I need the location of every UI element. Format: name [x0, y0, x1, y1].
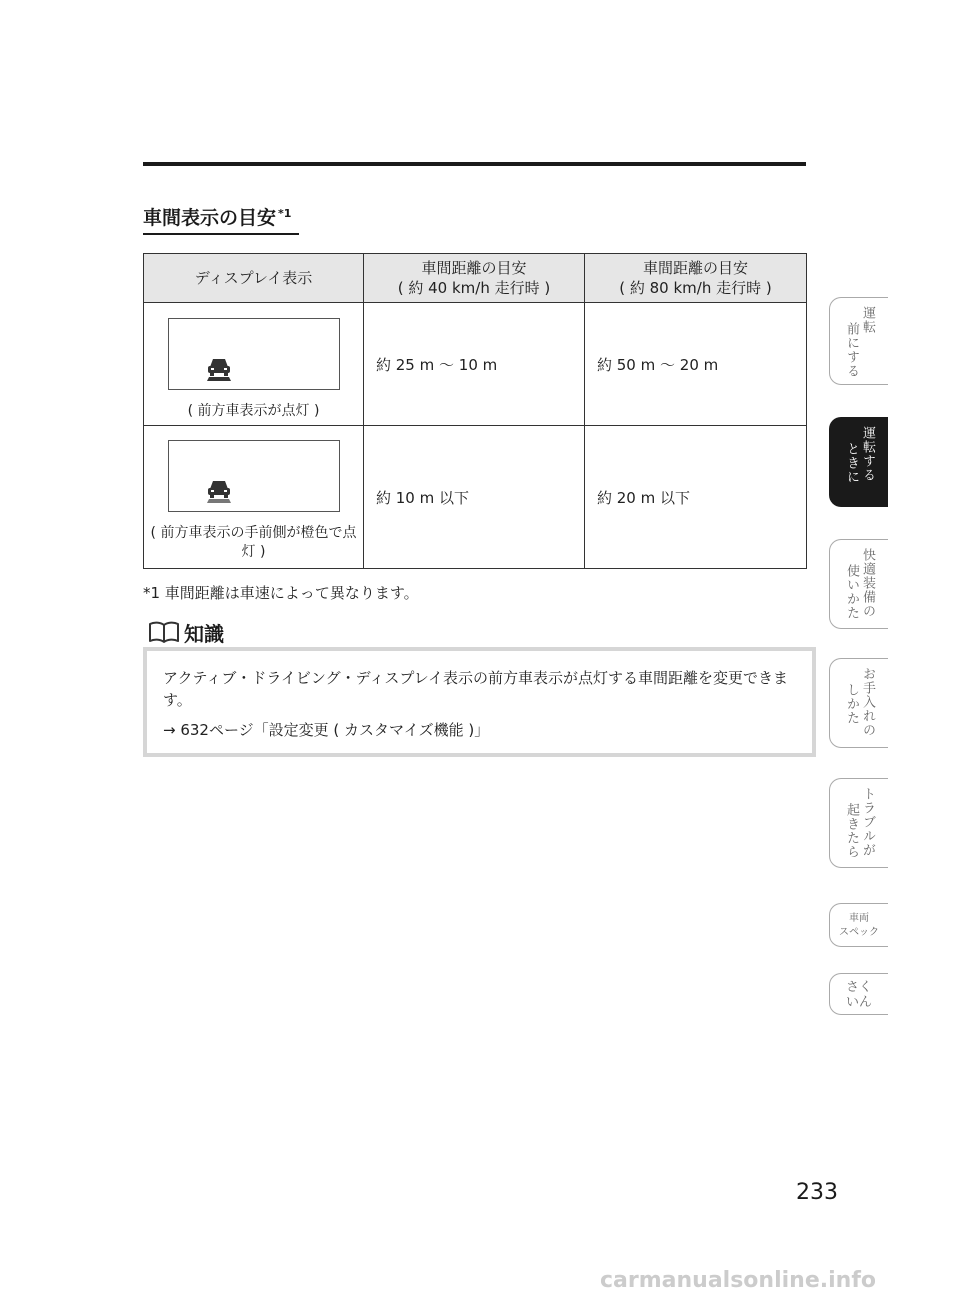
top-rule: [143, 162, 806, 166]
distance-table: [143, 253, 807, 569]
book-icon: [148, 620, 180, 644]
section-title-text: 車間表示の目安: [143, 207, 277, 229]
table-row: [144, 426, 807, 569]
page-reference-link[interactable]: → 632ページ「設定変更 ( カスタマイズ機能 )」: [163, 721, 490, 739]
table-row: [144, 303, 807, 426]
table-header-row: [144, 254, 807, 303]
tab-troubleshooting[interactable]: トラブルが 起きたら: [829, 778, 888, 868]
tab-index[interactable]: さく いん: [829, 973, 888, 1015]
distance-40-cell: 約 25 m 〜 10 m: [364, 303, 585, 426]
page-number: 233: [796, 1180, 838, 1205]
footnote-marker: *1: [278, 207, 292, 220]
header-distance-40: 車間距離の目安 ( 約 40 km/h 走行時 ): [364, 254, 585, 303]
display-cell: [144, 426, 364, 569]
distance-80-cell: 約 50 m 〜 20 m: [585, 303, 807, 426]
display-screen: [168, 318, 340, 390]
display-caption: ( 前方車表示の手前側が橙色で点灯 ): [150, 525, 357, 560]
header-distance-80: 車間距離の目安 ( 約 80 km/h 走行時 ): [585, 254, 807, 303]
display-screen: [168, 440, 340, 512]
watermark: carmanualsonline.info: [600, 1268, 876, 1293]
tab-vehicle-specs[interactable]: 車両 スペック: [829, 903, 888, 947]
footnote: *1 車間距離は車速によって異なります。: [143, 584, 419, 602]
distance-80-cell: 約 20 m 以下: [585, 426, 807, 569]
knowledge-heading: [148, 618, 224, 646]
knowledge-box: [143, 647, 816, 757]
tab-maintenance[interactable]: お手入れの しかた: [829, 658, 888, 748]
knowledge-body: アクティブ・ドライビング・ディスプレイ表示の前方車表示が点灯する車間距離を変更できます。: [163, 669, 789, 709]
distance-40-cell: 約 10 m 以下: [364, 426, 585, 569]
tab-before-driving[interactable]: 運転 前にする: [829, 297, 888, 385]
display-cell: [144, 303, 364, 426]
display-caption: ( 前方車表示が点灯 ): [187, 402, 320, 419]
tab-comfort-features[interactable]: 快適装備の 使いかた: [829, 539, 888, 629]
tab-while-driving[interactable]: 運転する ときに: [829, 417, 888, 507]
front-car-icon: [207, 355, 231, 381]
section-title: [143, 206, 291, 230]
knowledge-heading-text: 知識: [184, 621, 224, 646]
header-display: ディスプレイ表示: [144, 254, 364, 303]
front-car-orange-icon: [207, 477, 231, 503]
title-underline: [143, 233, 299, 235]
